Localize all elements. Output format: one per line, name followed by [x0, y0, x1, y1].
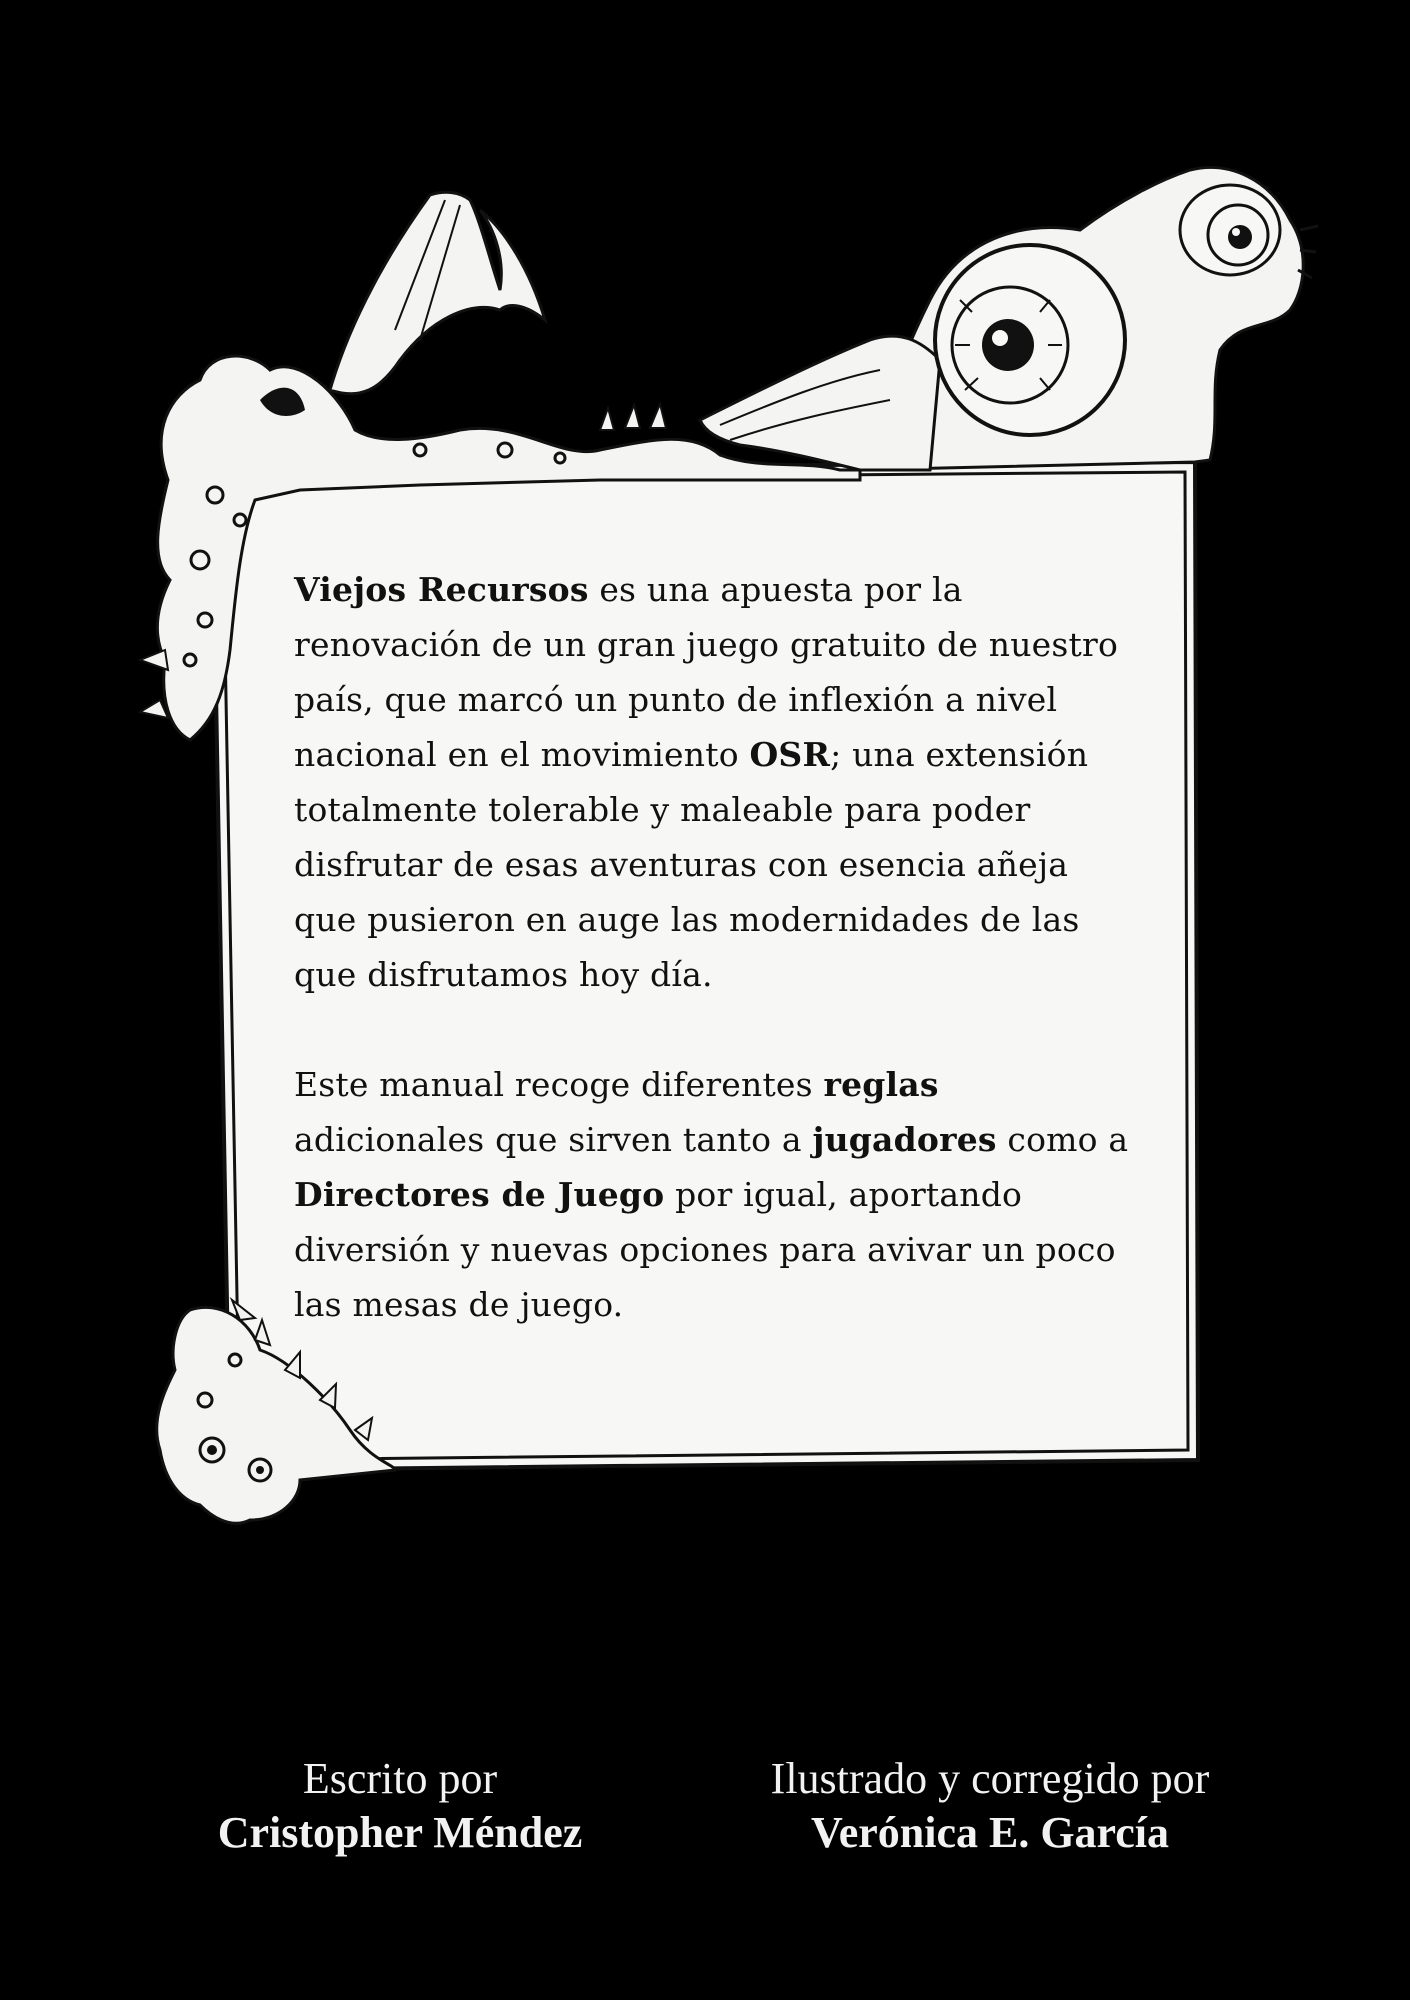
paragraph-1-run: Viejos Recursos: [294, 570, 589, 609]
giant-eyeball-icon: [935, 245, 1125, 435]
paragraph-2-run: Este manual recoge diferentes: [294, 1065, 824, 1104]
description-text: [294, 562, 1134, 1332]
paragraph-2-run: como a: [996, 1120, 1129, 1159]
paragraph-2-run: adicionales que sirven tanto a: [294, 1120, 813, 1159]
paragraph-2-run: Directores de Juego: [294, 1175, 665, 1214]
illustrator-name: Verónica E. García: [810, 1808, 1170, 1857]
illustrator-credit: [710, 1752, 1270, 1860]
writer-name: Cristopher Méndez: [217, 1808, 583, 1857]
description-paragraph-2: [294, 1057, 1134, 1332]
description-paragraph-1: [294, 562, 1134, 1002]
paragraph-1-run: OSR: [749, 735, 831, 774]
illustrator-role: Ilustrado y corregido por: [770, 1754, 1210, 1803]
paragraph-1-run: ; una extensión totalmente tolerable y maleable para poder disfrutar de esas aventuras con esencia añeja que pusieron en auge las modernidades de las que disfrutamos hoy día.: [294, 735, 1089, 994]
claw-icon: [330, 192, 545, 393]
writer-role: Escrito por: [302, 1754, 498, 1803]
paragraph-2-run: jugadores: [812, 1120, 997, 1159]
paragraph-1-run: es una apuesta por la renovación de un gran juego gratuito de nuestro país, que marcó un punto de inflexión a nivel nacional en el movimiento: [294, 570, 1119, 774]
paragraph-2-run: por igual, aportando diversión y nuevas opciones para avivar un poco las mesas de juego.: [294, 1175, 1116, 1324]
writer-credit: [160, 1752, 640, 1860]
paragraph-2-run: reglas: [823, 1065, 939, 1104]
